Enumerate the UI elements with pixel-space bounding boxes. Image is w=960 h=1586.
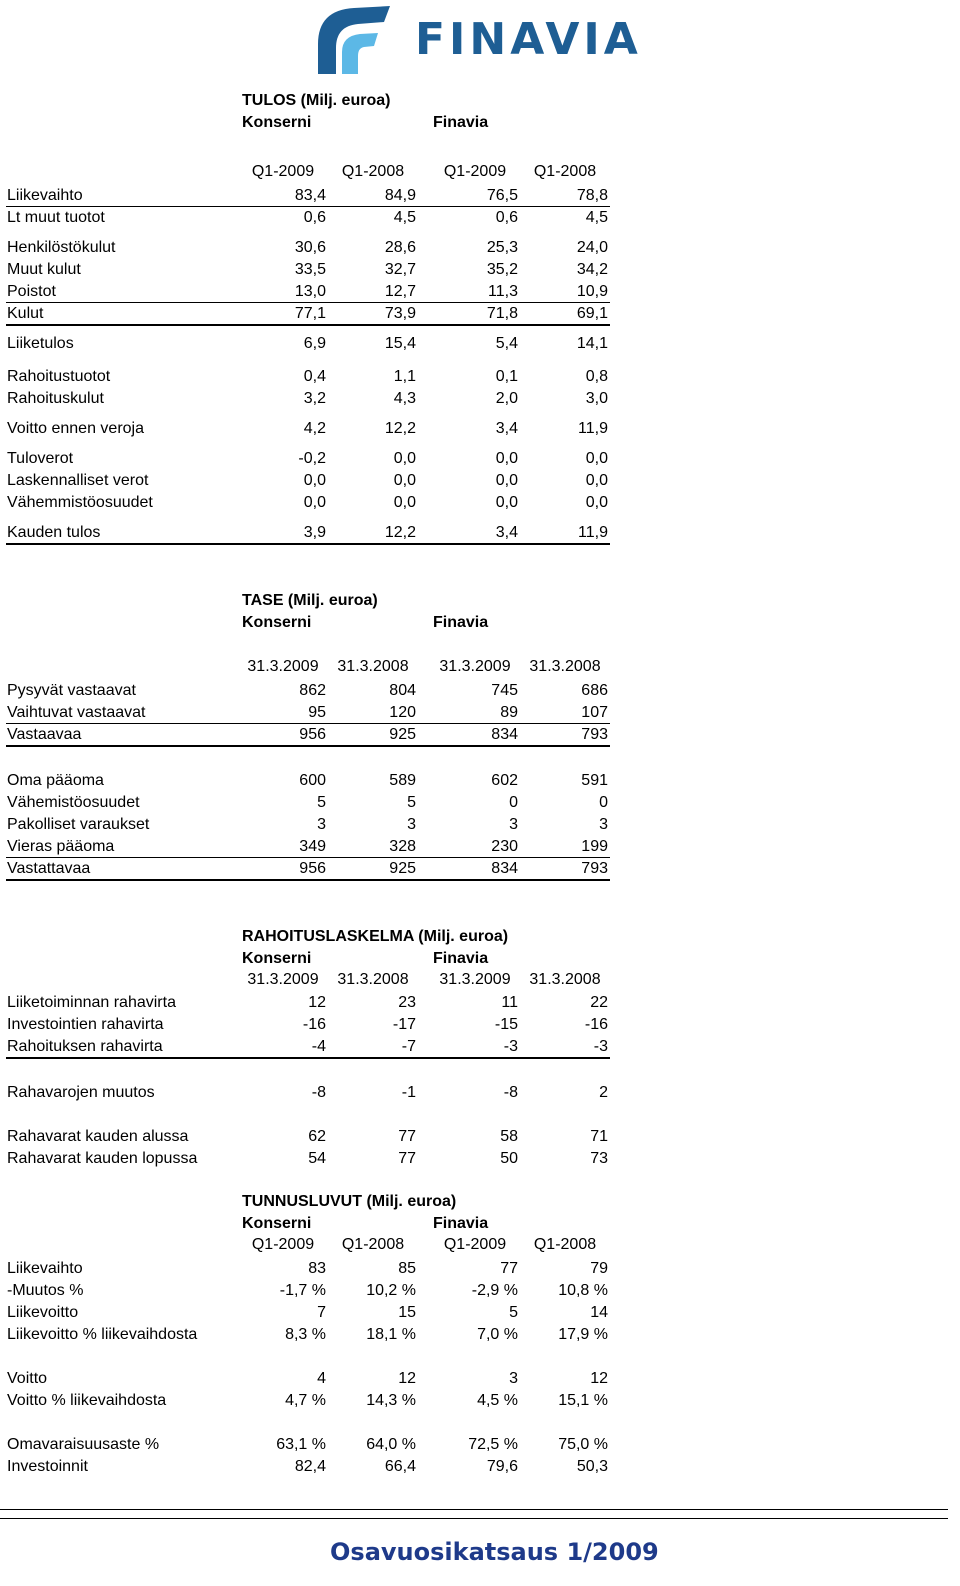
row-value: 11,3 bbox=[488, 283, 518, 300]
row-value: 13,0 bbox=[294, 283, 326, 300]
row-value: 63,1 % bbox=[276, 1436, 326, 1453]
page-divider bbox=[0, 1518, 948, 1519]
row-value: 4,5 bbox=[393, 209, 416, 226]
row-value: 77,1 bbox=[294, 305, 326, 322]
row-value: 120 bbox=[389, 704, 416, 721]
row-label: Tuloverot bbox=[7, 450, 74, 467]
row-label: Vastaavaa bbox=[7, 726, 82, 743]
tulos-title: TULOS (Milj. euroa) bbox=[242, 92, 391, 109]
row-label: Voitto % liikevaihdosta bbox=[7, 1392, 167, 1409]
column-header: Q1-2009 bbox=[251, 1236, 315, 1253]
table-row bbox=[0, 1280, 620, 1302]
row-value: 95 bbox=[308, 704, 326, 721]
row-value: 5,4 bbox=[495, 335, 518, 352]
row-value: 35,2 bbox=[486, 261, 518, 278]
row-label: Liikevaihto bbox=[7, 187, 83, 204]
tunnusluvut-title: TUNNUSLUVUT (Milj. euroa) bbox=[242, 1193, 457, 1210]
table-row bbox=[0, 724, 620, 746]
row-value: -1 bbox=[401, 1084, 416, 1101]
table-row bbox=[0, 1082, 620, 1104]
row-value: 3 bbox=[407, 816, 416, 833]
row-label: Rahoituksen rahavirta bbox=[7, 1038, 163, 1055]
row-value: 50,3 bbox=[576, 1458, 608, 1475]
row-value: 3 bbox=[509, 816, 518, 833]
row-label: Rahavarat kauden lopussa bbox=[7, 1150, 198, 1167]
row-value: 0,0 bbox=[393, 494, 416, 511]
rahoitus-group-konserni: Konserni bbox=[242, 950, 312, 967]
row-value: 12,7 bbox=[384, 283, 416, 300]
column-header: 31.3.2008 bbox=[337, 658, 409, 675]
row-value: 10,8 % bbox=[558, 1282, 608, 1299]
table-row bbox=[0, 1014, 620, 1036]
table-row bbox=[0, 1036, 620, 1058]
logo-wordmark: FINAVIA bbox=[415, 14, 642, 65]
row-value: 2 bbox=[599, 1084, 608, 1101]
tase-group-konserni: Konserni bbox=[242, 614, 312, 631]
row-value: 0,0 bbox=[585, 494, 608, 511]
row-value: 0,1 bbox=[495, 368, 518, 385]
divider bbox=[6, 543, 610, 545]
row-value: 82,4 bbox=[294, 1458, 326, 1475]
row-value: 78,8 bbox=[576, 187, 608, 204]
footer-title: Osavuosikatsaus 1/2009 bbox=[330, 1538, 659, 1566]
row-value: 107 bbox=[581, 704, 608, 721]
row-value: 925 bbox=[389, 860, 416, 877]
row-label: Rahavarat kauden alussa bbox=[7, 1128, 189, 1145]
row-value: 34,2 bbox=[576, 261, 608, 278]
rahoitus-header-row bbox=[0, 970, 960, 992]
row-value: 11 bbox=[501, 994, 518, 1011]
row-label: Voitto bbox=[7, 1370, 48, 1387]
row-value: 1,1 bbox=[393, 368, 416, 385]
row-value: 58 bbox=[500, 1128, 518, 1145]
row-value: 77 bbox=[398, 1128, 416, 1145]
row-value: 0,0 bbox=[495, 494, 518, 511]
row-value: 862 bbox=[299, 682, 326, 699]
table-row bbox=[0, 281, 620, 303]
row-value: 12 bbox=[398, 1370, 416, 1387]
row-value: 79,6 bbox=[486, 1458, 518, 1475]
row-label: Voitto ennen veroja bbox=[7, 420, 144, 437]
table-row bbox=[0, 680, 620, 702]
row-label: -Muutos % bbox=[7, 1282, 84, 1299]
row-label: Rahoitustuotot bbox=[7, 368, 111, 385]
row-value: 0,8 bbox=[585, 368, 608, 385]
row-value: 18,1 % bbox=[366, 1326, 416, 1343]
row-value: -2,9 % bbox=[471, 1282, 518, 1299]
row-value: -8 bbox=[503, 1084, 518, 1101]
row-value: 0,0 bbox=[585, 472, 608, 489]
row-value: 14,1 bbox=[576, 335, 608, 352]
row-value: 230 bbox=[491, 838, 518, 855]
column-header: Q1-2008 bbox=[533, 1236, 597, 1253]
row-value: 589 bbox=[389, 772, 416, 789]
table-row bbox=[0, 366, 620, 388]
divider bbox=[6, 879, 610, 881]
row-value: -0,2 bbox=[298, 450, 326, 467]
row-value: 602 bbox=[491, 772, 518, 789]
row-label: Pysyvät vastaavat bbox=[7, 682, 136, 699]
table-row bbox=[0, 1390, 620, 1412]
row-label: Liiketulos bbox=[7, 335, 74, 352]
row-value: 0,6 bbox=[303, 209, 326, 226]
row-value: 686 bbox=[581, 682, 608, 699]
row-value: 83,4 bbox=[294, 187, 326, 204]
row-value: 0 bbox=[509, 794, 518, 811]
row-value: 2,0 bbox=[495, 390, 518, 407]
row-value: 0,0 bbox=[585, 450, 608, 467]
row-value: 793 bbox=[581, 860, 608, 877]
tulos-header-row bbox=[0, 162, 960, 184]
row-value: 956 bbox=[299, 726, 326, 743]
row-value: 3 bbox=[317, 816, 326, 833]
row-value: 85 bbox=[398, 1260, 416, 1277]
column-header: Q1-2008 bbox=[533, 163, 597, 180]
row-label: Lt muut tuotot bbox=[7, 209, 105, 226]
row-value: 4 bbox=[317, 1370, 326, 1387]
row-value: 4,7 % bbox=[285, 1392, 326, 1409]
row-label: Rahoituskulut bbox=[7, 390, 104, 407]
tase-title: TASE (Milj. euroa) bbox=[242, 592, 378, 609]
row-label: Pakolliset varaukset bbox=[7, 816, 150, 833]
row-value: 15 bbox=[398, 1304, 416, 1321]
row-value: 349 bbox=[299, 838, 326, 855]
row-value: 50 bbox=[500, 1150, 518, 1167]
row-value: 30,6 bbox=[294, 239, 326, 256]
row-value: 15,1 % bbox=[558, 1392, 608, 1409]
row-value: 83 bbox=[308, 1260, 326, 1277]
row-value: 62 bbox=[308, 1128, 326, 1145]
row-value: 0,0 bbox=[495, 450, 518, 467]
table-row bbox=[0, 1456, 620, 1478]
row-label: Kulut bbox=[7, 305, 44, 322]
row-value: 89 bbox=[500, 704, 518, 721]
column-header: 31.3.2008 bbox=[529, 658, 601, 675]
row-value: -16 bbox=[302, 1016, 326, 1033]
row-value: 7,0 % bbox=[477, 1326, 518, 1343]
column-header: Q1-2008 bbox=[341, 163, 405, 180]
row-label: Muut kulut bbox=[7, 261, 81, 278]
row-value: 54 bbox=[308, 1150, 326, 1167]
table-row bbox=[0, 1324, 620, 1346]
row-value: 77 bbox=[398, 1150, 416, 1167]
row-value: 0 bbox=[599, 794, 608, 811]
row-value: 73,9 bbox=[384, 305, 416, 322]
tulos-group-finavia: Finavia bbox=[433, 114, 489, 131]
row-value: 14,3 % bbox=[366, 1392, 416, 1409]
row-label: Poistot bbox=[7, 283, 56, 300]
column-header: Q1-2009 bbox=[251, 163, 315, 180]
row-value: -3 bbox=[503, 1038, 518, 1055]
row-value: 14 bbox=[590, 1304, 608, 1321]
row-value: 7 bbox=[317, 1304, 326, 1321]
table-row bbox=[0, 448, 620, 470]
row-label: Rahavarojen muutos bbox=[7, 1084, 155, 1101]
row-value: 22 bbox=[590, 994, 608, 1011]
row-value: 69,1 bbox=[576, 305, 608, 322]
row-value: 0,0 bbox=[393, 472, 416, 489]
column-header: 31.3.2009 bbox=[247, 658, 319, 675]
row-value: 0,0 bbox=[303, 472, 326, 489]
divider bbox=[6, 324, 610, 326]
row-value: 600 bbox=[299, 772, 326, 789]
row-label: Investoinnit bbox=[7, 1458, 88, 1475]
row-value: -8 bbox=[311, 1084, 326, 1101]
row-value: 3,4 bbox=[495, 420, 518, 437]
table-row bbox=[0, 770, 620, 792]
row-value: 3,9 bbox=[303, 524, 326, 541]
page-divider bbox=[0, 1509, 948, 1510]
column-header: Q1-2009 bbox=[443, 163, 507, 180]
column-header: 31.3.2008 bbox=[529, 971, 601, 988]
row-value: 5 bbox=[509, 1304, 518, 1321]
column-header: 31.3.2009 bbox=[439, 971, 511, 988]
row-value: 11,9 bbox=[578, 524, 608, 541]
row-value: 3 bbox=[509, 1370, 518, 1387]
row-label: Laskennalliset verot bbox=[7, 472, 149, 489]
row-label: Vastattavaa bbox=[7, 860, 91, 877]
row-value: 15,4 bbox=[384, 335, 416, 352]
row-value: 25,3 bbox=[486, 239, 518, 256]
column-header: Q1-2008 bbox=[341, 1236, 405, 1253]
row-value: 76,5 bbox=[486, 187, 518, 204]
row-value: -1,7 % bbox=[279, 1282, 326, 1299]
row-label: Kauden tulos bbox=[7, 524, 101, 541]
row-value: 12,2 bbox=[384, 524, 416, 541]
row-value: 10,9 bbox=[576, 283, 608, 300]
row-value: 71,8 bbox=[486, 305, 518, 322]
row-value: 4,5 % bbox=[477, 1392, 518, 1409]
table-row bbox=[0, 814, 620, 836]
row-label: Oma pääoma bbox=[7, 772, 104, 789]
row-value: 77 bbox=[500, 1260, 518, 1277]
tunnusluvut-header-row bbox=[0, 1235, 960, 1257]
table-row bbox=[0, 259, 620, 281]
row-label: Investointien rahavirta bbox=[7, 1016, 164, 1033]
table-row bbox=[0, 237, 620, 259]
row-value: 5 bbox=[317, 794, 326, 811]
column-header: Q1-2009 bbox=[443, 1236, 507, 1253]
row-value: 745 bbox=[491, 682, 518, 699]
row-value: 834 bbox=[491, 860, 518, 877]
row-value: 17,9 % bbox=[558, 1326, 608, 1343]
row-value: 793 bbox=[581, 726, 608, 743]
row-value: 5 bbox=[407, 794, 416, 811]
tunnusluvut-group-konserni: Konserni bbox=[242, 1215, 312, 1232]
row-value: 24,0 bbox=[576, 239, 608, 256]
row-label: Henkilöstökulut bbox=[7, 239, 116, 256]
tulos-group-konserni: Konserni bbox=[242, 114, 312, 131]
row-value: 0,0 bbox=[393, 450, 416, 467]
row-value: 79 bbox=[590, 1260, 608, 1277]
row-label: Vähemmistöosuudet bbox=[7, 494, 153, 511]
row-value: 0,0 bbox=[495, 472, 518, 489]
tase-header-row bbox=[0, 657, 960, 679]
row-value: 73 bbox=[590, 1150, 608, 1167]
column-header: 31.3.2009 bbox=[247, 971, 319, 988]
row-value: 33,5 bbox=[294, 261, 326, 278]
row-value: 925 bbox=[389, 726, 416, 743]
table-row bbox=[0, 792, 620, 814]
table-row bbox=[0, 1126, 620, 1148]
table-row bbox=[0, 470, 620, 492]
tunnusluvut-group-finavia: Finavia bbox=[433, 1215, 489, 1232]
row-value: 3,4 bbox=[495, 524, 518, 541]
rahoitus-group-finavia: Finavia bbox=[433, 950, 489, 967]
table-row bbox=[0, 388, 620, 410]
table-row bbox=[0, 992, 620, 1014]
row-value: 4,5 bbox=[585, 209, 608, 226]
row-value: 28,6 bbox=[384, 239, 416, 256]
row-value: 3,2 bbox=[303, 390, 326, 407]
row-value: 0,0 bbox=[303, 494, 326, 511]
row-value: 12 bbox=[590, 1370, 608, 1387]
table-row bbox=[0, 1258, 620, 1280]
row-value: 84,9 bbox=[384, 187, 416, 204]
row-value: 10,2 % bbox=[366, 1282, 416, 1299]
row-value: 71 bbox=[590, 1128, 608, 1145]
row-value: -17 bbox=[392, 1016, 416, 1033]
row-value: 0,6 bbox=[495, 209, 518, 226]
table-row bbox=[0, 185, 620, 207]
divider bbox=[6, 745, 610, 747]
row-value: 64,0 % bbox=[366, 1436, 416, 1453]
row-value: 199 bbox=[581, 838, 608, 855]
row-label: Liikevoitto bbox=[7, 1304, 79, 1321]
row-value: -15 bbox=[494, 1016, 518, 1033]
row-label: Vaihtuvat vastaavat bbox=[7, 704, 146, 721]
row-value: 12 bbox=[308, 994, 326, 1011]
row-value: 328 bbox=[389, 838, 416, 855]
table-row bbox=[0, 1302, 620, 1324]
row-value: -4 bbox=[311, 1038, 326, 1055]
finavia-logo-mark-icon bbox=[318, 4, 414, 76]
row-value: 834 bbox=[491, 726, 518, 743]
row-value: 0,4 bbox=[303, 368, 326, 385]
tase-group-finavia: Finavia bbox=[433, 614, 489, 631]
row-label: Liikevaihto bbox=[7, 1260, 83, 1277]
divider bbox=[6, 1057, 610, 1059]
row-value: -7 bbox=[401, 1038, 416, 1055]
finavia-logo bbox=[318, 4, 642, 76]
row-value: 591 bbox=[581, 772, 608, 789]
row-value: 8,3 % bbox=[285, 1326, 326, 1343]
row-value: 6,9 bbox=[303, 335, 326, 352]
rahoitus-title: RAHOITUSLASKELMA (Milj. euroa) bbox=[242, 928, 509, 945]
row-value: 32,7 bbox=[384, 261, 416, 278]
row-label: Liikevoitto % liikevaihdosta bbox=[7, 1326, 198, 1343]
row-value: 4,3 bbox=[393, 390, 416, 407]
row-value: 3,0 bbox=[585, 390, 608, 407]
column-header: 31.3.2009 bbox=[439, 658, 511, 675]
row-label: Vieras pääoma bbox=[7, 838, 115, 855]
column-header: 31.3.2008 bbox=[337, 971, 409, 988]
row-value: 11,9 bbox=[578, 420, 608, 437]
row-value: 12,2 bbox=[384, 420, 416, 437]
row-value: 804 bbox=[389, 682, 416, 699]
table-row bbox=[0, 333, 620, 355]
table-row bbox=[0, 418, 620, 440]
row-value: -3 bbox=[593, 1038, 608, 1055]
table-row bbox=[0, 1368, 620, 1390]
row-value: -16 bbox=[584, 1016, 608, 1033]
row-label: Vähemistöosuudet bbox=[7, 794, 140, 811]
table-row bbox=[0, 303, 620, 325]
row-label: Omavaraisuusaste % bbox=[7, 1436, 160, 1453]
row-value: 72,5 % bbox=[468, 1436, 518, 1453]
row-value: 4,2 bbox=[303, 420, 326, 437]
row-value: 75,0 % bbox=[558, 1436, 608, 1453]
table-row bbox=[0, 522, 620, 544]
table-row bbox=[0, 858, 620, 880]
table-row bbox=[0, 492, 620, 514]
table-row bbox=[0, 1148, 620, 1170]
row-value: 3 bbox=[599, 816, 608, 833]
table-row bbox=[0, 1434, 620, 1456]
table-row bbox=[0, 207, 620, 229]
row-value: 23 bbox=[398, 994, 416, 1011]
row-label: Liiketoiminnan rahavirta bbox=[7, 994, 176, 1011]
table-row bbox=[0, 836, 620, 858]
row-value: 956 bbox=[299, 860, 326, 877]
row-value: 66,4 bbox=[384, 1458, 416, 1475]
table-row bbox=[0, 702, 620, 724]
